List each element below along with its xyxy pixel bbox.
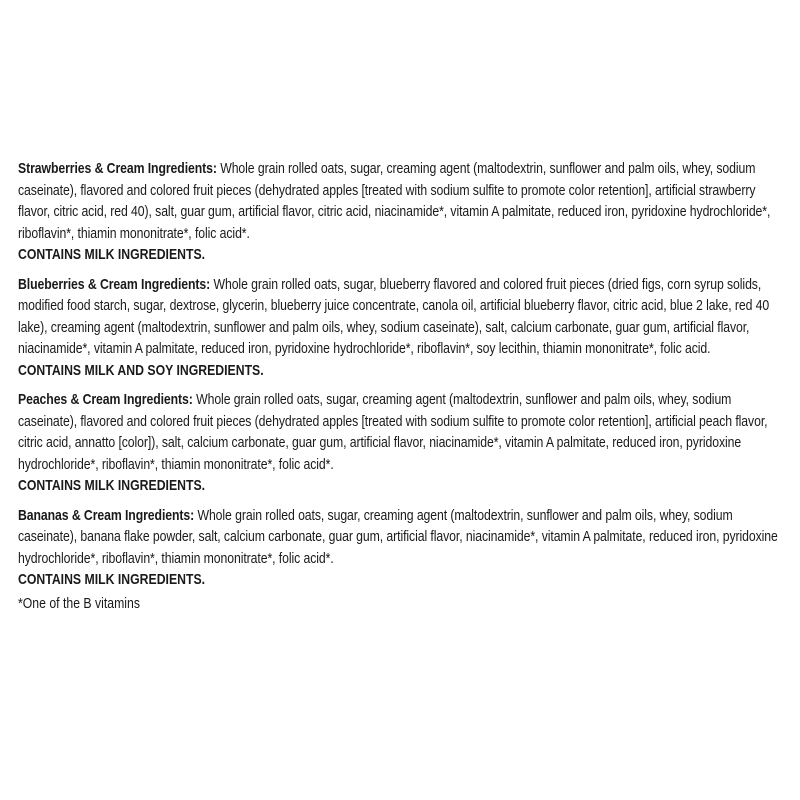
flavor-title: Blueberries & Cream Ingredients: bbox=[18, 276, 211, 293]
ingredient-list: Whole grain rolled oats, sugar, creaming agent (maltodextrin, sunflower and palm oils, whey, sodium caseinate), flavored and colored fruit pieces (dehydrated apples [treated with sodium sulfite to promote color retention], artificial strawberry flavor, citric acid, red 40), salt, guar gum, artificial flavor, citric acid, niacinamide*, vitamin A palmitate, reduced iron, pyridoxine hydrochloride*, riboflavin*, thiamin mononitrate*, folic acid*. bbox=[18, 161, 771, 242]
ingredient-list: Whole grain rolled oats, sugar, creaming agent (maltodextrin, sunflower and palm oils, whey, sodium caseinate), flavored and colored fruit pieces (dehydrated apples [treated with sodium sulfite to promote color retention], artificial peach flavor, citric acid, annatto [color]), salt, calcium carbonate, guar gum, artificial flavor, niacinamide*, vitamin A palmitate, reduced iron, pyridoxine hydrochloride*, riboflavin*, thiamin mononitrate*, folic acid*. bbox=[18, 392, 768, 473]
allergen-statement: CONTAINS MILK INGREDIENTS. bbox=[18, 572, 206, 588]
footnote: *One of the B vitamins bbox=[18, 595, 140, 612]
allergen-statement: CONTAINS MILK INGREDIENTS. bbox=[18, 478, 206, 494]
blueberries-cream-ingredients bbox=[18, 275, 790, 361]
allergen-statement: CONTAINS MILK INGREDIENTS. bbox=[18, 247, 206, 263]
strawberries-cream-ingredients bbox=[18, 159, 790, 245]
flavor-title: Strawberries & Cream Ingredients: bbox=[18, 161, 217, 177]
flavor-title: Peaches & Cream Ingredients: bbox=[18, 392, 193, 408]
ingredient-list: Whole grain rolled oats, sugar, creaming agent (maltodextrin, sunflower and palm oils, whey, sodium caseinate), banana flake powder, salt, calcium carbonate, guar gum, artificial flavor, niacinamide*, vitamin A palmitate, reduced iron, pyridoxine hydrochloride*, riboflavin*, thiamin mononitrate*, folic acid*. bbox=[18, 507, 778, 567]
allergen-statement: CONTAINS MILK AND SOY INGREDIENTS. bbox=[18, 362, 264, 379]
bananas-cream-ingredients bbox=[18, 506, 790, 571]
ingredient-list: Whole grain rolled oats, sugar, blueberry flavored and colored fruit pieces (dried figs, corn syrup solids, modified food starch, sugar, dextrose, glycerin, blueberry juice concentrate, canola oil, artificial blueberry flavor, citric acid, blue 2 lake, red 40 lake), creaming agent (maltodextrin, sunflower and palm oils, whey, sodium caseinate), salt, calcium carbonate, guar gum, artificial flavor, niacinamide*, vitamin A palmitate, reduced iron, pyridoxine hydrochloride*, riboflavin*, soy lecithin, thiamin mononitrate*, folic acid. bbox=[18, 276, 770, 357]
ingredients-panel bbox=[18, 159, 790, 615]
flavor-title: Bananas & Cream Ingredients: bbox=[18, 507, 195, 524]
peaches-cream-ingredients bbox=[18, 390, 790, 476]
